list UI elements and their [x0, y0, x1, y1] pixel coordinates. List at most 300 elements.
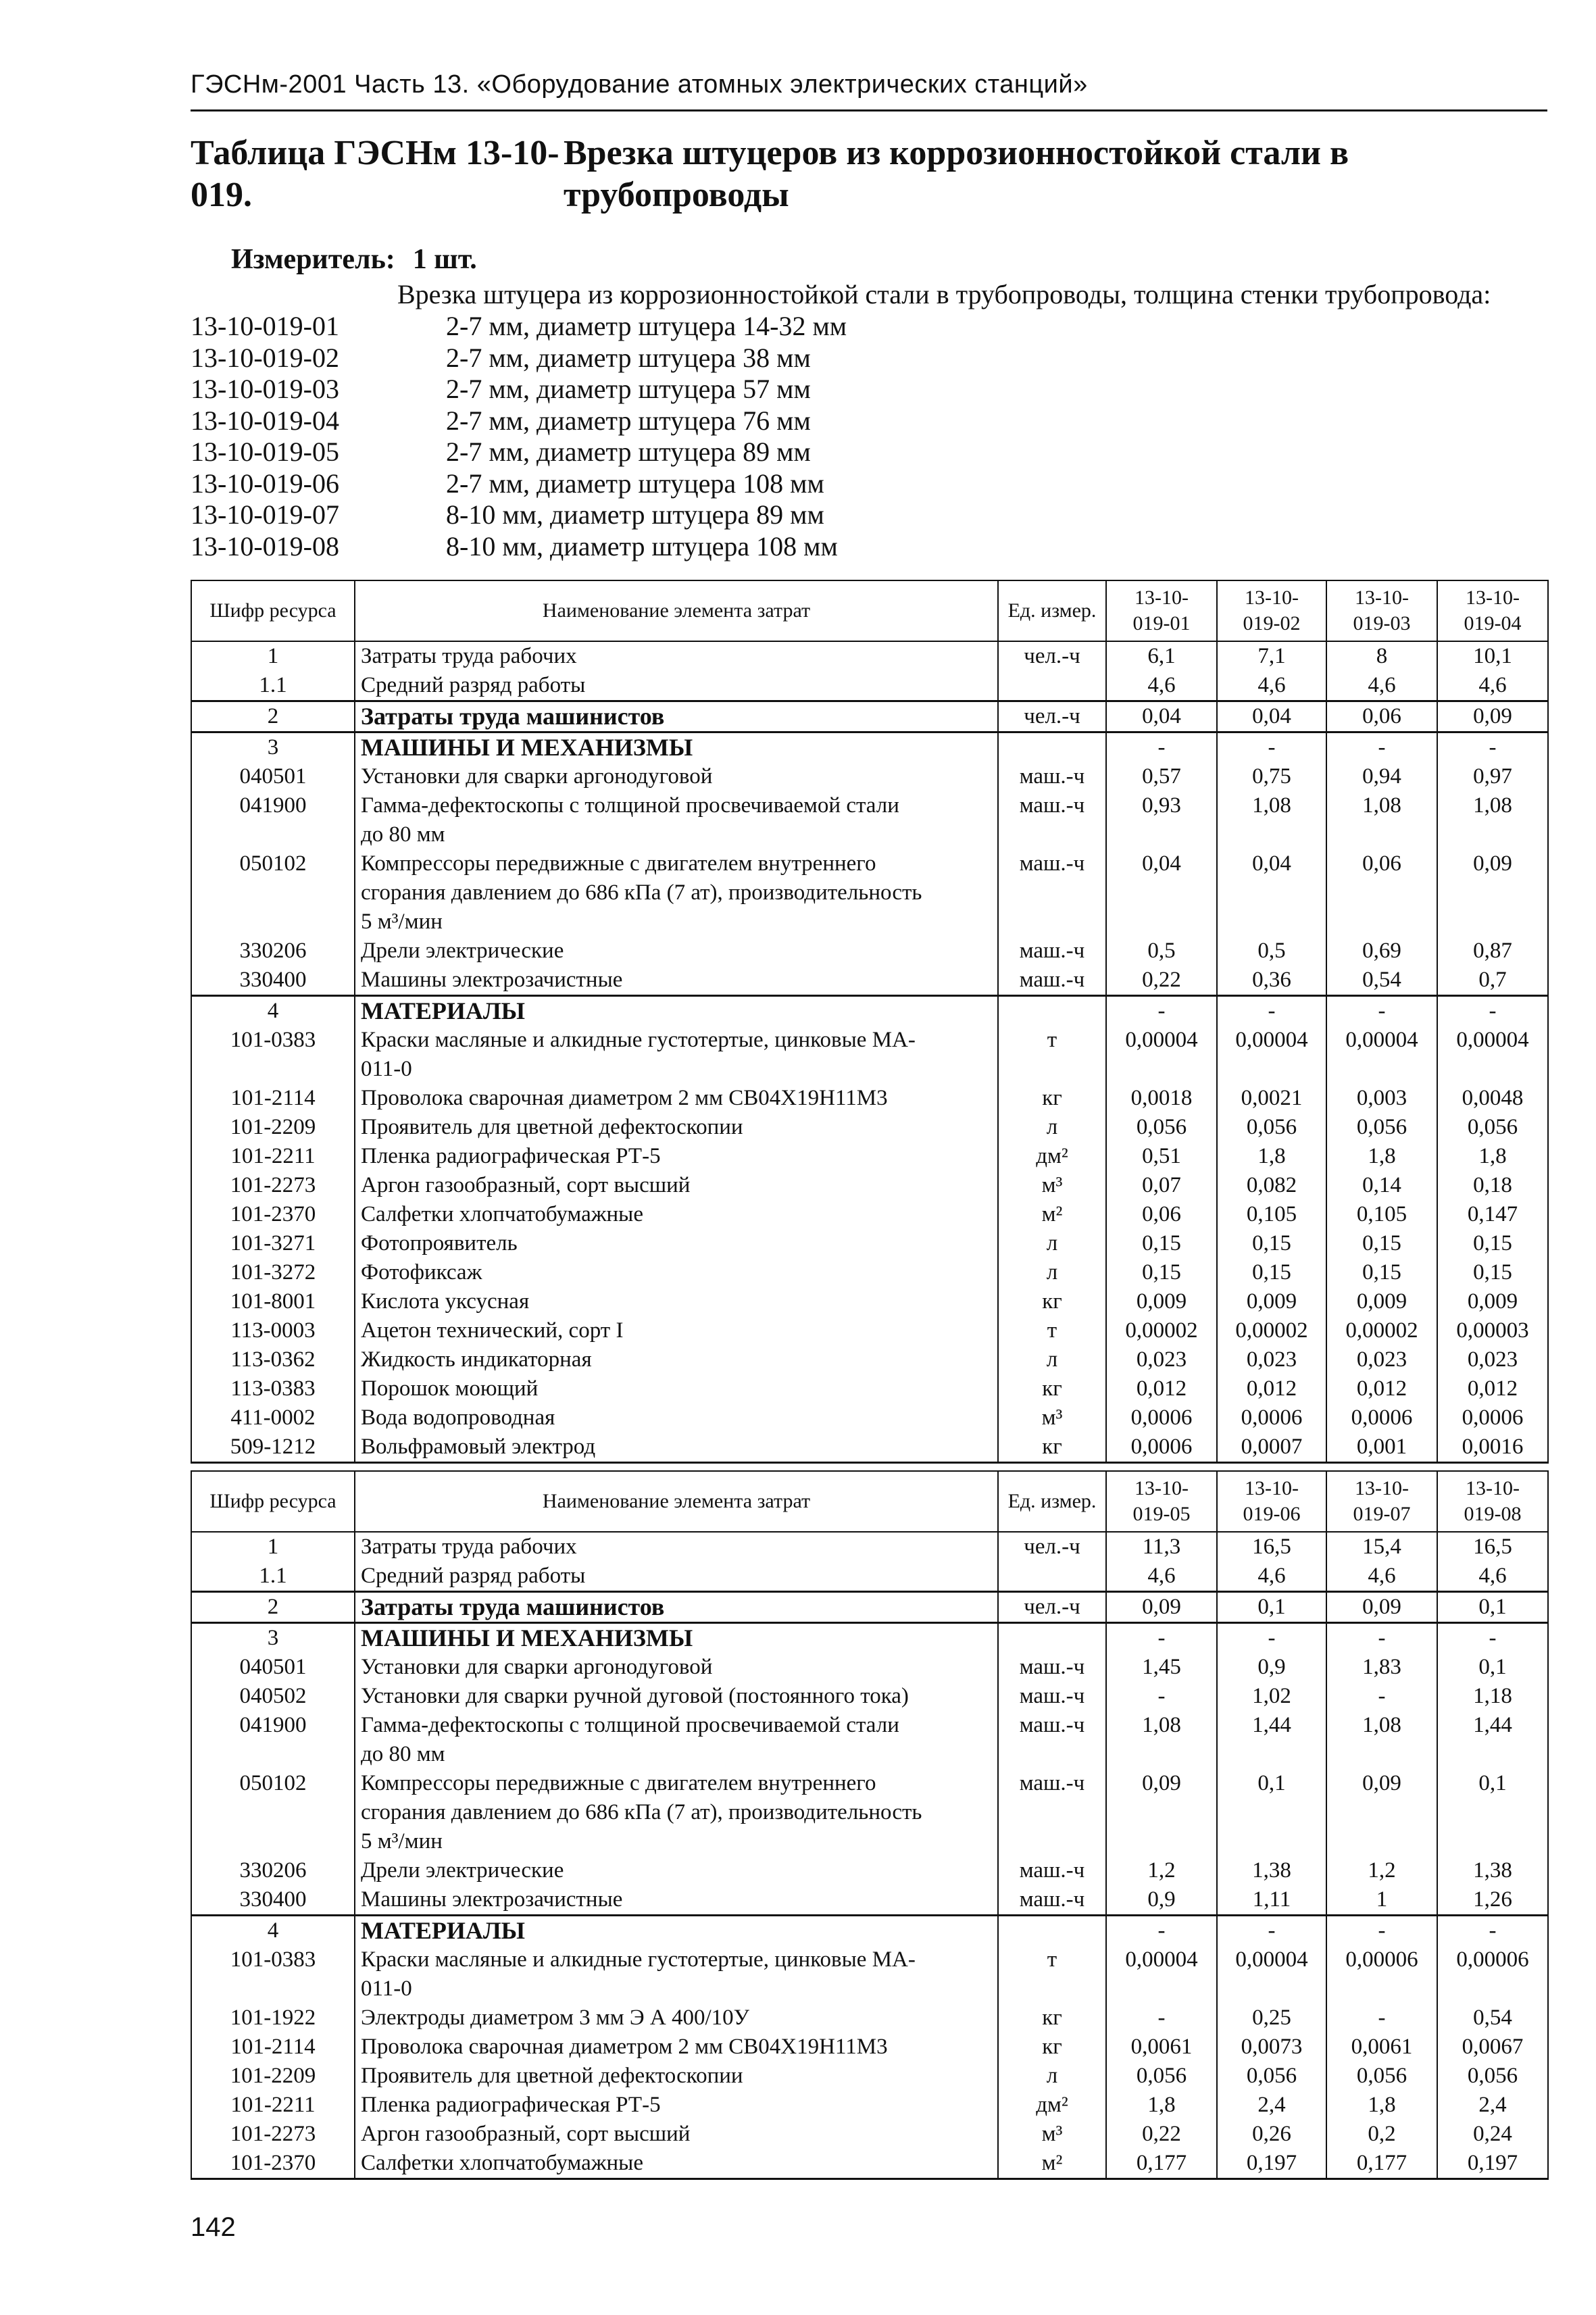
cell-value: 1,8 — [1217, 1142, 1326, 1171]
cell-resource-code: 3 — [191, 732, 355, 763]
code-list — [191, 311, 847, 562]
cell-unit: л — [998, 1345, 1106, 1374]
cell-resource-code: 1.1 — [191, 1562, 355, 1592]
cell-value: 1,08 — [1437, 791, 1548, 849]
cell-resource-name — [355, 1711, 998, 1769]
cell-name-line: Пленка радиографическая РТ-5 — [361, 2093, 661, 2117]
cell-value: 0,056 — [1106, 1113, 1217, 1142]
meter-label: Измеритель: — [231, 244, 395, 275]
cell-value: 0,056 — [1217, 2062, 1326, 2091]
cell-value: 6,1 — [1106, 641, 1217, 671]
cell-name-line: Салфетки хлопчатобумажные — [361, 2151, 643, 2175]
header-norm-code-part: 019-05 — [1132, 1503, 1191, 1525]
cell-unit: м² — [998, 2149, 1106, 2179]
cell-value: 0,009 — [1326, 1287, 1437, 1316]
cell-resource-name — [355, 1916, 998, 1946]
cell-resource-code: 041900 — [191, 791, 355, 849]
cell-value: 1,02 — [1217, 1682, 1326, 1711]
cell-resource-name — [355, 1562, 998, 1592]
cell-resource-name — [355, 849, 998, 937]
header-norm-code-part: 019-06 — [1243, 1503, 1301, 1525]
cell-value: 0,00004 — [1106, 1945, 1217, 2003]
cell-value: 0,06 — [1326, 849, 1437, 937]
cell-value: 0,0006 — [1437, 1403, 1548, 1433]
cell-resource-code: 3 — [191, 1623, 355, 1653]
cell-value: 0,36 — [1217, 966, 1326, 996]
cell-value: 0,04 — [1217, 701, 1326, 732]
table-row — [191, 1084, 1548, 1113]
cell-resource-name — [355, 641, 998, 671]
cell-resource-name — [355, 2149, 998, 2179]
cell-name-line: МАШИНЫ И МЕХАНИЗМЫ — [361, 734, 693, 761]
cell-value: 0,0061 — [1326, 2033, 1437, 2062]
cell-unit: кг — [998, 1084, 1106, 1113]
table-row — [191, 1916, 1548, 1946]
cell-unit — [998, 732, 1106, 763]
table-row — [191, 1026, 1548, 1084]
cell-resource-code: 040501 — [191, 1653, 355, 1682]
cell-unit: л — [998, 1229, 1106, 1258]
cell-resource-code: 2 — [191, 701, 355, 732]
cell-unit: маш.-ч — [998, 791, 1106, 849]
cell-name-line: Затраты труда машинистов — [361, 703, 665, 730]
cell-value: 0,26 — [1217, 2120, 1326, 2149]
cell-value: 1,8 — [1326, 1142, 1437, 1171]
cell-resource-name — [355, 1532, 998, 1562]
cell-value: 8 — [1326, 641, 1437, 671]
cell-value: 0,09 — [1106, 1592, 1217, 1623]
cell-value: 0,1 — [1437, 1592, 1548, 1623]
cell-resource-code: 113-0362 — [191, 1345, 355, 1374]
cell-value: 0,15 — [1106, 1258, 1217, 1287]
cell-value: - — [1326, 1682, 1437, 1711]
cell-value: 0,0048 — [1437, 1084, 1548, 1113]
header-norm-code-part: 019-03 — [1353, 612, 1411, 634]
table-row — [191, 2120, 1548, 2149]
cell-value: 0,197 — [1217, 2149, 1326, 2179]
cell-unit: дм² — [998, 2091, 1106, 2120]
cell-resource-name — [355, 1623, 998, 1653]
norm-description: 8-10 мм, диаметр штуцера 108 мм — [446, 530, 838, 562]
cell-value: 0,09 — [1106, 1769, 1217, 1856]
cell-resource-name — [355, 762, 998, 791]
cell-name-line: Машины электрозачистные — [361, 968, 623, 992]
table-row — [191, 2062, 1548, 2091]
cell-value: 0,7 — [1437, 966, 1548, 996]
cell-value: 0,15 — [1326, 1258, 1437, 1287]
measurement-unit — [231, 243, 477, 276]
cell-unit: кг — [998, 1287, 1106, 1316]
cell-unit: кг — [998, 1374, 1106, 1403]
cell-value: 1,11 — [1217, 1885, 1326, 1916]
cell-value: 1,8 — [1106, 2091, 1217, 2120]
cell-value: 10,1 — [1437, 641, 1548, 671]
cell-value: 0,00002 — [1217, 1316, 1326, 1345]
cell-value: 0,0006 — [1106, 1433, 1217, 1463]
header-norm-code-part: 019-08 — [1464, 1503, 1522, 1525]
cell-resource-code: 4 — [191, 1916, 355, 1946]
norm-code: 13-10-019-04 — [191, 405, 339, 436]
cell-value: 0,023 — [1217, 1345, 1326, 1374]
table-row — [191, 966, 1548, 996]
cell-value: - — [1106, 1916, 1217, 1946]
cell-name-line: Дрели электрические — [361, 939, 564, 963]
cell-resource-name — [355, 996, 998, 1026]
norm-description: 2-7 мм, диаметр штуцера 76 мм — [446, 405, 811, 436]
cell-resource-name — [355, 2062, 998, 2091]
cell-resource-name — [355, 701, 998, 732]
cell-resource-name — [355, 1171, 998, 1200]
cell-value: - — [1437, 996, 1548, 1026]
cell-resource-code: 1 — [191, 1532, 355, 1562]
cell-value: 0,147 — [1437, 1200, 1548, 1229]
cell-value: 0,023 — [1106, 1345, 1217, 1374]
cell-value: 0,51 — [1106, 1142, 1217, 1171]
cell-value: 0,1 — [1217, 1769, 1326, 1856]
cell-resource-name — [355, 1142, 998, 1171]
table-row — [191, 849, 1548, 937]
cell-resource-name — [355, 1769, 998, 1856]
cell-value: 0,177 — [1106, 2149, 1217, 2179]
cell-resource-name — [355, 732, 998, 763]
cell-value: 0,00004 — [1217, 1945, 1326, 2003]
table-row — [191, 762, 1548, 791]
cell-resource-name — [355, 1653, 998, 1682]
cell-value: 0,04 — [1217, 849, 1326, 937]
cell-unit: маш.-ч — [998, 1856, 1106, 1885]
cell-unit: л — [998, 1258, 1106, 1287]
header-norm-column — [1326, 580, 1437, 641]
cell-resource-name — [355, 791, 998, 849]
cell-name-line: Установки для сварки ручной дуговой (постоянного тока) — [361, 1684, 909, 1708]
table-row — [191, 996, 1548, 1026]
cell-value: 0,93 — [1106, 791, 1217, 849]
cell-name-line: до 80 мм — [361, 822, 445, 847]
header-norm-column — [1106, 580, 1217, 641]
cell-value: - — [1437, 1623, 1548, 1653]
cell-value: 0,197 — [1437, 2149, 1548, 2179]
cell-unit: маш.-ч — [998, 1885, 1106, 1916]
cell-resource-name — [355, 1856, 998, 1885]
cell-unit: дм² — [998, 1142, 1106, 1171]
cell-resource-name — [355, 1287, 998, 1316]
cell-resource-code: 113-0003 — [191, 1316, 355, 1345]
cell-resource-code: 101-3271 — [191, 1229, 355, 1258]
cell-name-line: Затраты труда машинистов — [361, 1593, 665, 1620]
cell-unit: маш.-ч — [998, 1769, 1106, 1856]
cell-name-line: Краски масляные и алкидные густотертые, цинковые МА- — [361, 1947, 916, 1972]
cell-value: 0,04 — [1106, 701, 1217, 732]
header-rule — [191, 109, 1547, 111]
cell-unit: т — [998, 1316, 1106, 1345]
norm-code: 13-10-019-06 — [191, 468, 339, 499]
table-row — [191, 1287, 1548, 1316]
intro-text: Врезка штуцера из коррозионностойкой стали в трубопроводы, толщина стенки трубопровода: — [397, 279, 1491, 309]
cell-value: 0,0016 — [1437, 1433, 1548, 1463]
table-row — [191, 1403, 1548, 1433]
cell-resource-code: 101-2211 — [191, 2091, 355, 2120]
header-unit: Ед. измер. — [998, 580, 1106, 641]
code-list-item — [191, 311, 847, 343]
cell-value: 0,105 — [1217, 1200, 1326, 1229]
cell-unit: м³ — [998, 1171, 1106, 1200]
header-norm-code-part: 13-10- — [1466, 587, 1520, 609]
cell-value: 0,07 — [1106, 1171, 1217, 1200]
cell-value: - — [1326, 1623, 1437, 1653]
cell-value: 0,0018 — [1106, 1084, 1217, 1113]
table-row — [191, 1856, 1548, 1885]
cell-resource-code: 101-2273 — [191, 1171, 355, 1200]
cell-resource-code: 4 — [191, 996, 355, 1026]
table-header-row — [191, 580, 1548, 641]
cell-value: 0,056 — [1326, 1113, 1437, 1142]
cell-name-line: Проявитель для цветной дефектоскопии — [361, 2064, 743, 2088]
cell-resource-code: 330206 — [191, 1856, 355, 1885]
cell-name-line: Гамма-дефектоскопы с толщиной просвечиваемой стали — [361, 793, 899, 818]
norm-code: 13-10-019-02 — [191, 342, 339, 373]
cell-unit — [998, 671, 1106, 701]
table-row — [191, 1653, 1548, 1682]
cell-value: 0,056 — [1437, 1113, 1548, 1142]
cell-resource-name — [355, 1026, 998, 1084]
header-norm-code-part: 019-04 — [1464, 612, 1522, 634]
cell-value: - — [1326, 1916, 1437, 1946]
cell-value: 0,1 — [1437, 1769, 1548, 1856]
cell-value: - — [1217, 732, 1326, 763]
cell-unit: маш.-ч — [998, 849, 1106, 937]
header-norm-column — [1326, 1471, 1437, 1532]
cell-unit: л — [998, 2062, 1106, 2091]
cell-unit: кг — [998, 2033, 1106, 2062]
cell-value: 0,009 — [1217, 1287, 1326, 1316]
cell-value: 0,00006 — [1437, 1945, 1548, 2003]
cell-value: 0,012 — [1106, 1374, 1217, 1403]
cell-name-line: 011-0 — [361, 1057, 412, 1081]
norm-description: 8-10 мм, диаметр штуцера 89 мм — [446, 499, 824, 530]
cell-value: 0,00002 — [1326, 1316, 1437, 1345]
cell-value: - — [1326, 996, 1437, 1026]
cell-value: 0,056 — [1437, 2062, 1548, 2091]
code-list-item — [191, 343, 847, 374]
cell-value: 0,003 — [1326, 1084, 1437, 1113]
cell-value: 0,15 — [1326, 1229, 1437, 1258]
cell-resource-code: 041900 — [191, 1711, 355, 1769]
cell-value: 0,082 — [1217, 1171, 1326, 1200]
cell-resource-code: 101-2211 — [191, 1142, 355, 1171]
cell-resource-code: 113-0383 — [191, 1374, 355, 1403]
code-list-item — [191, 405, 847, 437]
cell-name-line: Порошок моющий — [361, 1376, 539, 1401]
cell-value: - — [1106, 2003, 1217, 2033]
cell-unit — [998, 1562, 1106, 1592]
cell-value: 4,6 — [1326, 671, 1437, 701]
cell-value: 0,06 — [1106, 1200, 1217, 1229]
cell-resource-code: 040501 — [191, 762, 355, 791]
cell-value: 1,08 — [1326, 1711, 1437, 1769]
cell-name-line: Затраты труда рабочих — [361, 644, 577, 668]
cell-value: 16,5 — [1437, 1532, 1548, 1562]
code-list-item — [191, 374, 847, 405]
table-row — [191, 701, 1548, 732]
running-header: ГЭСНм-2001 Часть 13. «Оборудование атомных электрических станций» — [191, 70, 1088, 99]
cell-value: 1,44 — [1217, 1711, 1326, 1769]
cell-value: 1,83 — [1326, 1653, 1437, 1682]
cell-value: - — [1217, 996, 1326, 1026]
cell-value: 0,54 — [1326, 966, 1437, 996]
cell-resource-code: 101-2114 — [191, 1084, 355, 1113]
cell-value: 0,00002 — [1106, 1316, 1217, 1345]
cell-value: 0,54 — [1437, 2003, 1548, 2033]
cell-resource-name — [355, 671, 998, 701]
cell-value: 0,09 — [1326, 1769, 1437, 1856]
table-row — [191, 937, 1548, 966]
cell-name-line: Аргон газообразный, сорт высший — [361, 1173, 691, 1197]
table-row — [191, 1562, 1548, 1592]
cell-name-line: Аргон газообразный, сорт высший — [361, 2122, 691, 2146]
table-row — [191, 1142, 1548, 1171]
cell-unit: чел.-ч — [998, 1532, 1106, 1562]
cell-value: 0,15 — [1217, 1258, 1326, 1287]
header-norm-column — [1217, 580, 1326, 641]
cell-unit: маш.-ч — [998, 937, 1106, 966]
header-name: Наименование элемента затрат — [355, 1471, 998, 1532]
norm-description: 2-7 мм, диаметр штуцера 89 мм — [446, 437, 811, 467]
cell-value: 0,009 — [1437, 1287, 1548, 1316]
table-row — [191, 1682, 1548, 1711]
cell-resource-name — [355, 1084, 998, 1113]
cell-value: 0,023 — [1437, 1345, 1548, 1374]
cell-unit: маш.-ч — [998, 966, 1106, 996]
cell-name-line: Дрели электрические — [361, 1858, 564, 1883]
table-title — [191, 132, 1542, 216]
norm-description: 2-7 мм, диаметр штуцера 14-32 мм — [446, 311, 847, 341]
cell-resource-name — [355, 1885, 998, 1916]
cell-value: 0,15 — [1106, 1229, 1217, 1258]
cell-resource-code: 101-2209 — [191, 1113, 355, 1142]
cell-value: 0,09 — [1326, 1592, 1437, 1623]
cell-value: 1,8 — [1326, 2091, 1437, 2120]
table-row — [191, 1769, 1548, 1856]
cell-unit: кг — [998, 2003, 1106, 2033]
header-norm-code-part: 019-01 — [1132, 612, 1191, 634]
cell-name-line: Средний разряд работы — [361, 673, 586, 697]
table-row — [191, 1433, 1548, 1463]
resource-table-2 — [191, 1470, 1549, 2180]
table-row — [191, 2149, 1548, 2179]
table-title-text: Врезка штуцеров из коррозионностойкой стали в трубопроводы — [564, 134, 1349, 214]
cell-value: 0,87 — [1437, 937, 1548, 966]
table-row — [191, 1258, 1548, 1287]
header-norm-code-part: 13-10- — [1355, 587, 1409, 609]
cell-name-line: Вода водопроводная — [361, 1405, 555, 1430]
table-row — [191, 1113, 1548, 1142]
cell-resource-name — [355, 1316, 998, 1345]
cell-value: - — [1326, 2003, 1437, 2033]
cell-unit: чел.-ч — [998, 641, 1106, 671]
cell-unit: м³ — [998, 2120, 1106, 2149]
cell-resource-code: 101-2273 — [191, 2120, 355, 2149]
cell-resource-name — [355, 2120, 998, 2149]
header-code: Шифр ресурса — [191, 1471, 355, 1532]
cell-value: 0,056 — [1326, 2062, 1437, 2091]
cell-name-line: Ацетон технический, сорт I — [361, 1318, 624, 1343]
cell-value: 0,97 — [1437, 762, 1548, 791]
cell-value: 0,22 — [1106, 966, 1217, 996]
cell-unit — [998, 1916, 1106, 1946]
norm-description: 2-7 мм, диаметр штуцера 38 мм — [446, 342, 811, 373]
cell-value: 2,4 — [1437, 2091, 1548, 2120]
cell-value: 4,6 — [1437, 671, 1548, 701]
header-norm-column — [1106, 1471, 1217, 1532]
cell-value: 0,09 — [1437, 701, 1548, 732]
cell-value: 0,57 — [1106, 762, 1217, 791]
cell-name-line: Средний разряд работы — [361, 1564, 586, 1588]
cell-value: - — [1217, 1623, 1326, 1653]
cell-unit: т — [998, 1945, 1106, 2003]
cell-name-line: Салфетки хлопчатобумажные — [361, 1202, 643, 1226]
cell-value: 0,5 — [1217, 937, 1326, 966]
cell-resource-code: 1.1 — [191, 671, 355, 701]
cell-resource-code: 101-3272 — [191, 1258, 355, 1287]
cell-resource-name — [355, 1345, 998, 1374]
cell-resource-code: 050102 — [191, 1769, 355, 1856]
table-row — [191, 1592, 1548, 1623]
header-norm-code-part: 13-10- — [1134, 587, 1189, 609]
cell-value: 4,6 — [1106, 671, 1217, 701]
cell-value: 0,2 — [1326, 2120, 1437, 2149]
cell-resource-code: 330400 — [191, 1885, 355, 1916]
cell-unit — [998, 996, 1106, 1026]
cell-resource-name — [355, 1433, 998, 1463]
table-row — [191, 2033, 1548, 2062]
cell-value: 0,0007 — [1217, 1433, 1326, 1463]
table-row — [191, 1316, 1548, 1345]
cell-resource-code: 101-0383 — [191, 1945, 355, 2003]
cell-resource-name — [355, 966, 998, 996]
cell-resource-name — [355, 1945, 998, 2003]
cell-name-line: Компрессоры передвижные с двигателем внутреннего — [361, 1771, 876, 1795]
cell-unit: м² — [998, 1200, 1106, 1229]
table-row — [191, 671, 1548, 701]
cell-resource-name — [355, 2003, 998, 2033]
cell-resource-name — [355, 1592, 998, 1623]
cell-name-line: МАШИНЫ И МЕХАНИЗМЫ — [361, 1624, 693, 1651]
cell-resource-name — [355, 1374, 998, 1403]
cell-value: 0,22 — [1106, 2120, 1217, 2149]
header-norm-code-part: 13-10- — [1134, 1477, 1189, 1499]
cell-value: 1,2 — [1106, 1856, 1217, 1885]
cell-value: 0,009 — [1106, 1287, 1217, 1316]
cell-resource-code: 101-2370 — [191, 1200, 355, 1229]
code-list-item — [191, 531, 847, 563]
header-norm-code-part: 13-10- — [1245, 587, 1299, 609]
table-row — [191, 1374, 1548, 1403]
cell-value: 4,6 — [1437, 1562, 1548, 1592]
cell-value: 0,18 — [1437, 1171, 1548, 1200]
cell-resource-name — [355, 2091, 998, 2120]
cell-name-line: Фотопроявитель — [361, 1231, 518, 1255]
cell-unit: м³ — [998, 1403, 1106, 1433]
cell-name-line: Фотофиксаж — [361, 1260, 482, 1285]
cell-unit: чел.-ч — [998, 1592, 1106, 1623]
table-row — [191, 1532, 1548, 1562]
cell-value: 0,9 — [1217, 1653, 1326, 1682]
cell-value: 0,00006 — [1326, 1945, 1437, 2003]
code-list-item — [191, 437, 847, 468]
cell-value: 0,0021 — [1217, 1084, 1326, 1113]
cell-value: 0,0073 — [1217, 2033, 1326, 2062]
cell-value: 1,18 — [1437, 1682, 1548, 1711]
